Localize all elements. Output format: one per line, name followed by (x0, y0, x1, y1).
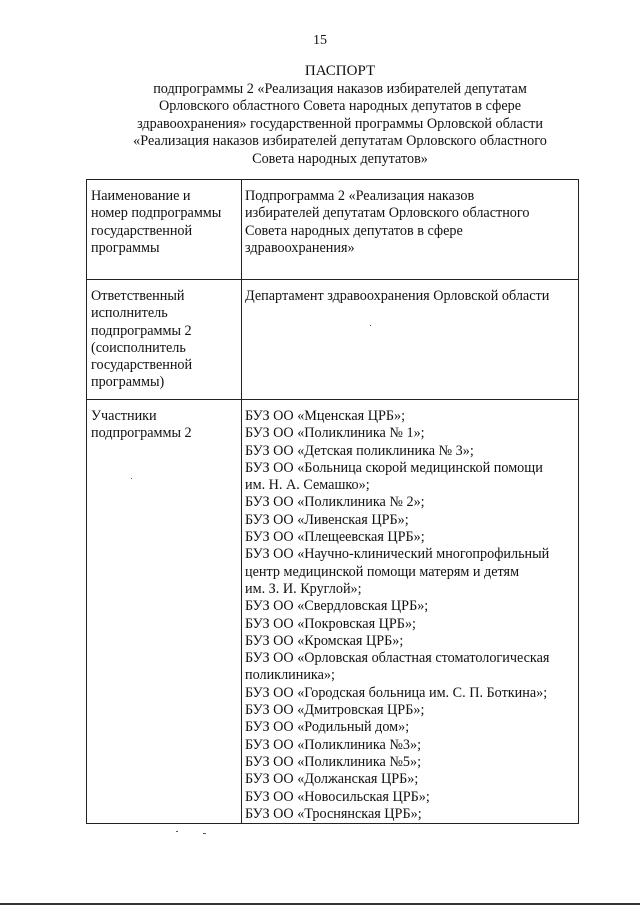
participant-line: БУЗ ОО «Дмитровская ЦРБ»; (245, 702, 425, 719)
row-label-cell (87, 180, 242, 280)
scan-speck (370, 325, 371, 326)
participant-line: БУЗ ОО «Плещеевская ЦРБ»; (245, 529, 425, 546)
participant-line: БУЗ ОО «Поликлиника № 2»; (245, 494, 425, 511)
value-line: здравоохранения» (245, 239, 355, 256)
participant-line: БУЗ ОО «Поликлиника №3»; (245, 736, 422, 753)
label-line: (соисполнитель (91, 339, 186, 356)
scan-speck (176, 831, 178, 832)
title-block (100, 63, 580, 169)
table-row (87, 280, 579, 400)
label-line: Наименование и (91, 188, 191, 204)
row-value-cell (242, 180, 579, 280)
label-line: государственной (91, 222, 193, 239)
row-label-cell (87, 280, 242, 400)
participant-line: БУЗ ОО «Новосильская ЦРБ»; (245, 788, 430, 805)
label-line: государственной (91, 357, 193, 374)
participant-line: БУЗ ОО «Свердловская ЦРБ»; (245, 598, 429, 615)
participant-line: БУЗ ОО «Научно-клинический многопрофильный (245, 546, 550, 563)
label-line: подпрограммы 2 (91, 322, 192, 339)
row-value-cell (242, 400, 579, 824)
row-value-cell (242, 280, 579, 400)
participant-line: БУЗ ОО «Поликлиника №5»; (245, 753, 422, 770)
label-line: номер подпрограммы (91, 205, 222, 222)
subtitle-line: здравоохранения» государственной программы Орловской области (137, 115, 543, 132)
participant-line: БУЗ ОО «Покровская ЦРБ»; (245, 615, 416, 632)
label-line: Участники (91, 408, 157, 424)
value-line: избирателей депутатам Орловского областного (245, 205, 530, 222)
subtitle-line: Орловского областного Совета народных депутатов в сфере (158, 98, 522, 115)
participant-line: БУЗ ОО «Родильный дом»; (245, 719, 410, 736)
participant-line: БУЗ ОО «Городская больница им. С. П. Боткина»; (245, 684, 548, 701)
participant-line: БУЗ ОО «Детская поликлиника № 3»; (245, 442, 474, 459)
table-row (87, 400, 579, 824)
table-row (87, 180, 579, 280)
label-line: Ответственный (91, 288, 185, 304)
page-number: 15 (313, 33, 327, 48)
participant-line: БУЗ ОО «Ливенская ЦРБ»; (245, 511, 409, 528)
row-label-cell (87, 400, 242, 824)
participant-line: им. З. И. Круглой»; (245, 580, 362, 597)
subtitle-line: Совета народных депутатов» (252, 150, 428, 167)
label-line: подпрограммы 2 (91, 425, 192, 442)
passport-table (86, 179, 579, 824)
value-line: Совета народных депутатов в сфере (245, 222, 463, 239)
label-line: исполнитель (91, 305, 168, 322)
participant-line: БУЗ ОО «Больница скорой медицинской помощи (245, 459, 543, 476)
scan-speck (203, 833, 206, 834)
value-line: Департамент здравоохранения Орловской области (245, 288, 550, 304)
participant-line: поликлиника»; (245, 667, 335, 684)
passport-heading: ПАСПОРТ (304, 63, 376, 79)
participant-line: центр медицинской помощи матерям и детям (245, 563, 520, 580)
participant-line: БУЗ ОО «Кромская ЦРБ»; (245, 632, 404, 649)
participant-line: БУЗ ОО «Орловская областная стоматологическая (245, 650, 550, 667)
value-line: Подпрограмма 2 «Реализация наказов (245, 188, 475, 204)
participant-line: БУЗ ОО «Троснянская ЦРБ»; (245, 805, 422, 822)
scan-speck (131, 478, 132, 479)
label-line: программы) (91, 374, 165, 391)
participant-line: им. Н. А. Семашко»; (245, 477, 370, 494)
subtitle-line: подпрограммы 2 «Реализация наказов избирателей депутатам (153, 80, 527, 97)
participant-line: БУЗ ОО «Должанская ЦРБ»; (245, 771, 419, 788)
participant-line: БУЗ ОО «Поликлиника № 1»; (245, 425, 425, 442)
subtitle-line: «Реализация наказов избирателей депутатам Орловского областного (133, 133, 547, 150)
label-line: программы (91, 239, 160, 256)
participant-line: БУЗ ОО «Мценская ЦРБ»; (245, 408, 406, 424)
